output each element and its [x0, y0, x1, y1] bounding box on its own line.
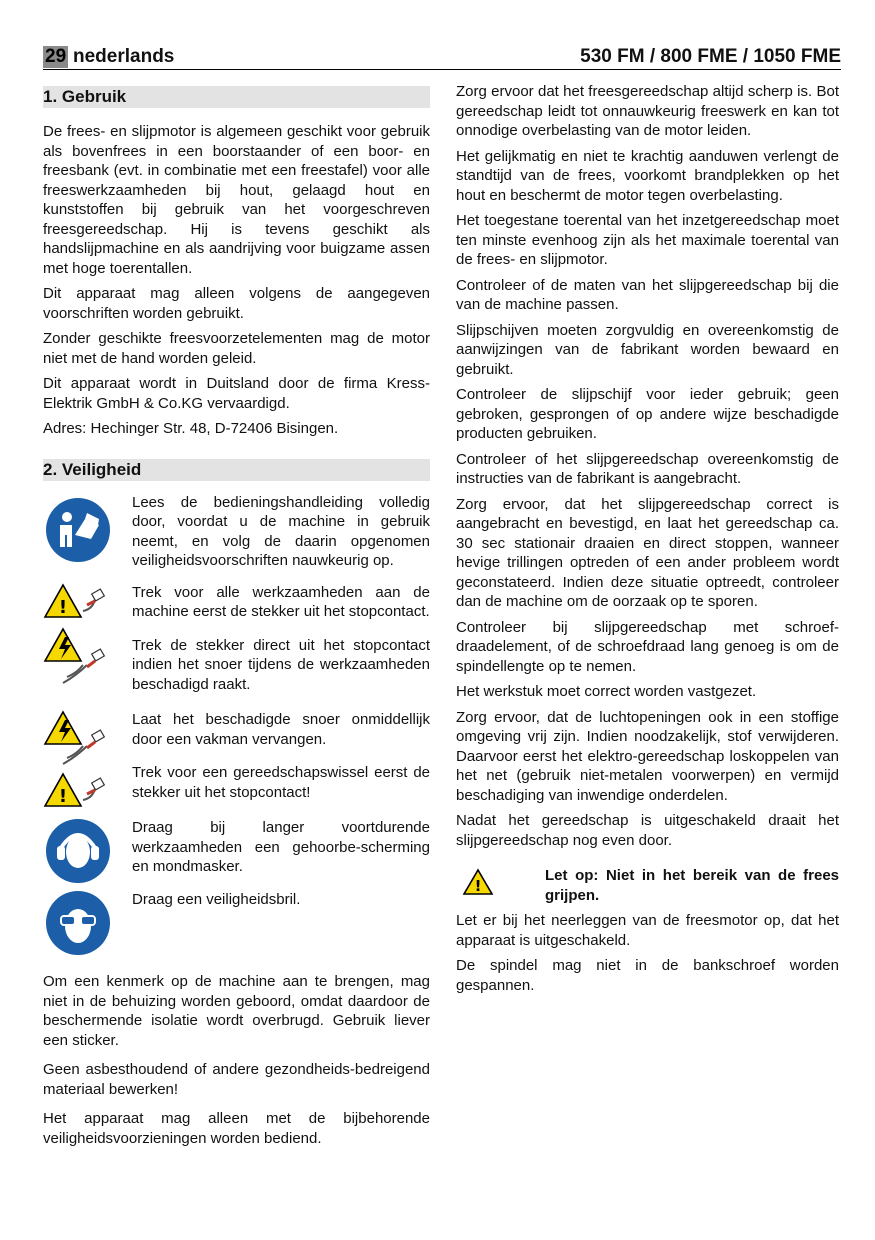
page-number: 29	[45, 46, 67, 67]
electric-warning-plug-icon	[43, 772, 113, 812]
paragraph: Zorg ervoor, dat het slijpgereedschap correct is aangebracht en bevestigd, en laat het gereedschap ca. 30 sec stationair draaien en direct stoppen, wanneer hevige trillingen optreden of een ander probleem wordt geconstateerd. Indien deze situatie optreedt, controleer dan de machine om de oorzaak op te sporen.	[456, 495, 839, 610]
paragraph: Zorg ervoor, dat de luchtopeningen ook in een stoffige omgeving vrij zijn. Indien noodzakelijk, stof verwijderen. Daarvoor eerst het elektro-gereedschap loskoppelen van het net (gebruik niet-metalen voorwerpen) en vermijd beschadiging van inwendige onderdelen.	[456, 708, 839, 804]
paragraph: Slijpschijven moeten zorgvuldig en overeenkomstig de aanwijzingen van de fabrikant worden bewaard en gebruikt.	[456, 321, 839, 378]
paragraph: Het werkstuk moet correct worden vastgezet.	[456, 683, 757, 700]
paragraph: De spindel mag niet in de bankschroef worden gespannen.	[456, 957, 839, 994]
paragraph: Controleer of het slijpgereedschap overeenkomstig de instructies van de fabrikant is aangebracht.	[456, 450, 839, 487]
electric-warning-plug-icon	[43, 627, 113, 689]
read-manual-icon	[45, 497, 111, 563]
paragraph: Controleer de slijpschijf voor ieder gebruik; geen gebroken, gesprongen of op andere wijze beschadigde producten gebruiken.	[456, 386, 839, 442]
safety-text: Lees de bedieningshandleiding volledig door, voordat u de machine in gebruik neemt, en volg de daarin opgenomen veiligheidsvoorschriften nauwkeurig op.	[132, 493, 430, 569]
safety-item	[43, 493, 430, 577]
safety-goggles-icon	[45, 890, 111, 956]
right-column	[456, 82, 839, 1001]
notice-text: Let op: Niet in het bereik van de frees grijpen.	[545, 867, 839, 904]
safety-item	[43, 818, 430, 884]
hearing-protection-icon	[45, 818, 111, 884]
safety-item	[43, 583, 430, 701]
electric-warning-plug-icon	[43, 710, 113, 770]
left-column	[43, 86, 430, 1154]
svg-text:!: !	[58, 596, 68, 618]
safety-text: Draag een veiligheidsbril.	[132, 891, 301, 908]
paragraph: Zonder geschikte freesvoorzetelementen mag de motor niet met de hand worden geleid.	[43, 330, 430, 367]
paragraph: Zorg ervoor dat het freesgereedschap altijd scherp is. Bot gereedschap leidt tot onnauwkeurig freeswerk en kan tot onnodige overbelasting van de motor leiden.	[456, 83, 839, 139]
warning-notice	[456, 866, 839, 905]
safety-text: Trek voor een gereedschapswissel eerst de stekker uit het stopcontact!	[132, 764, 430, 801]
paragraph: Let er bij het neerleggen van de freesmotor op, dat het apparaat is uitgeschakeld.	[456, 912, 839, 949]
warning-triangle-icon	[462, 868, 494, 896]
electric-warning-plug-icon	[43, 583, 113, 623]
paragraph: Geen asbesthoudend of andere gezondheids-bedreigend materiaal bewerken!	[43, 1061, 430, 1098]
paragraph: Nadat het gereedschap is uitgeschakeld draait het slijpgereedschap nog even door.	[456, 812, 839, 849]
paragraph: Dit apparaat wordt in Duitsland door de firma Kress-Elektrik GmbH & Co.KG vervaardigd.	[43, 375, 430, 412]
paragraph: De frees- en slijpmotor is algemeen geschikt voor gebruik als bovenfrees in een boorstaander of een boor- en freesbank (evt. in combinatie met een freestafel) voor alle freeswerkzaamheden bij hout, gelaagd hout en kunststoffen bij gebruik van het voorgeschreven freesgereedschap. Hij is tevens geschikt als handslijpmachine en als aandrijving voor buigzame assen met hoge toerentallen.	[43, 123, 430, 277]
paragraph: Adres: Hechinger Str. 48, D-72406 Bisingen.	[43, 420, 339, 437]
page-header	[43, 44, 841, 70]
svg-text:!: !	[474, 877, 482, 895]
safety-text: Draag bij langer voortdurende werkzaamheden een gehoorbe-scherming en mondmasker.	[132, 819, 430, 875]
paragraph: Het gelijkmatig en niet te krachtig aanduwen verlengt de standtijd van de frees, voorkomt brandplekken op het hout en beschermt de motor tegen overbelasting.	[456, 147, 839, 204]
svg-text:!: !	[58, 786, 68, 807]
paragraph: Dit apparaat mag alleen volgens de aangegeven voorschriften worden gebruikt.	[43, 285, 430, 322]
model-title: 530 FM / 800 FME / 1050 FME	[580, 46, 841, 67]
paragraph: Het apparaat mag alleen met de bijbehorende veiligheidsvoorzieningen worden bediend.	[43, 1110, 430, 1147]
safety-text: Trek voor alle werkzaamheden aan de machine eerst de stekker uit het stopcontact.	[132, 583, 430, 620]
language-label: nederlands	[73, 46, 175, 67]
paragraph: Het toegestane toerental van het inzetgereedschap moet ten minste evenhoog zijn als het maximale toerental van de frees- en slijpmotor.	[456, 212, 839, 268]
section-title-veiligheid: 2. Veiligheid	[43, 459, 430, 481]
safety-text: Trek de stekker direct uit het stopcontact indien het snoer tijdens de werkzaamheden beschadigd raakt.	[132, 636, 430, 693]
safety-item	[43, 710, 430, 812]
safety-text: Laat het beschadigde snoer onmiddellijk door een vakman vervangen.	[132, 711, 430, 748]
paragraph: Om een kenmerk op de machine aan te brengen, mag niet in de behuizing worden geboord, omdat daardoor de beschermende isolatie wordt overbrugd. Gebruik liever een sticker.	[43, 973, 430, 1049]
paragraph: Controleer bij slijpgereedschap met schroef-draadelement, of de schroefdraad lang genoeg is om de spindellengte op te nemen.	[456, 618, 839, 675]
paragraph: Controleer of de maten van het slijpgereedschap bij die van de machine passen.	[456, 276, 839, 313]
safety-item	[43, 890, 430, 956]
section-title-gebruik: 1. Gebruik	[43, 86, 430, 108]
